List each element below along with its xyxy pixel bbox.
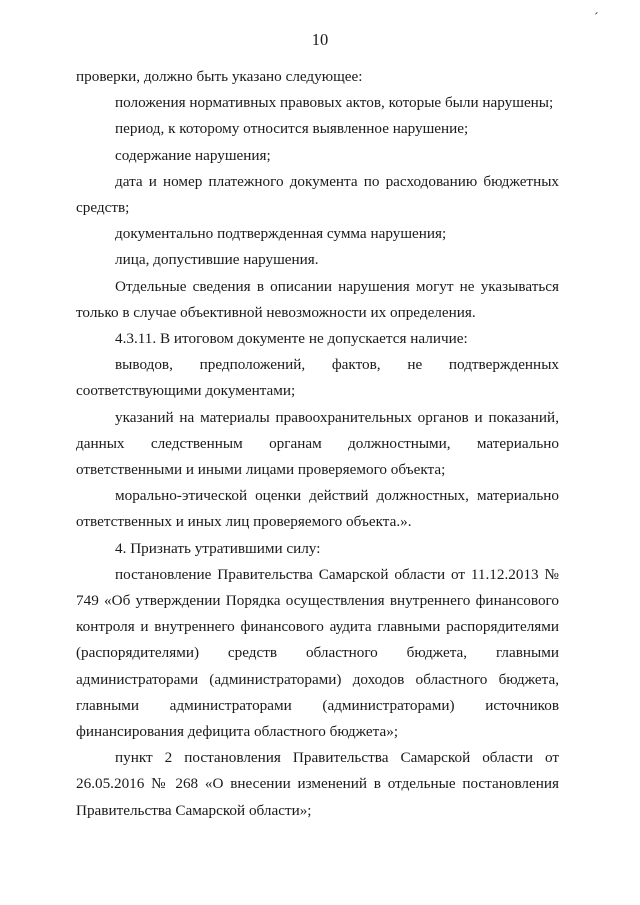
corner-mark: ´ bbox=[594, 11, 599, 26]
paragraph: Отдельные сведения в описании нарушения могут не указываться только в случае объективной невозможности их определения. bbox=[76, 277, 559, 321]
paragraph: морально-этической оценки действий должностных, материально ответственных и иных лиц проверяемого объекта.». bbox=[76, 487, 559, 531]
paragraph: содержание нарушения; bbox=[115, 146, 271, 164]
paragraph: положения нормативных правовых актов, которые были нарушены; bbox=[115, 94, 554, 112]
paragraph: документально подтвержденная сумма нарушения; bbox=[115, 225, 447, 243]
paragraph: дата и номер платежного документа по расходованию бюджетных средств; bbox=[76, 172, 559, 217]
paragraph: лица, допустившие нарушения. bbox=[115, 251, 319, 269]
paragraph: 4.3.11. В итоговом документе не допускается наличие: bbox=[115, 330, 468, 348]
page-number: 10 bbox=[311, 30, 329, 49]
paragraph: пункт 2 постановления Правительства Самарской области от 26.05.2016 № 268 «О внесении изменений в отдельные постановления Правительства Самарской области»; bbox=[76, 749, 559, 819]
paragraph: выводов, предположений, фактов, не подтвержденных соответствующими документами; bbox=[76, 356, 559, 400]
paragraph: указаний на материалы правоохранительных органов и показаний, данных следственным органам должностными, материально ответственными и иными лицами проверяемого объекта; bbox=[76, 408, 559, 479]
paragraph: период, к которому относится выявленное нарушение; bbox=[115, 120, 469, 138]
document-body bbox=[76, 64, 559, 824]
paragraph: проверки, должно быть указано следующее: bbox=[76, 68, 363, 85]
paragraph: 4. Признать утратившими силу: bbox=[115, 539, 321, 557]
paragraph: постановление Правительства Самарской области от 11.12.2013 № 749 «Об утверждении Порядка осуществления внутреннего финансового контроля и внутреннего финансового аудита главными распорядителями (распорядителями) средств областного бюджета, главными администраторами (администраторами) доходов областного бюджета, главными администраторами (администраторами) источников финансирования дефицита областного бюджета»; bbox=[76, 565, 559, 741]
